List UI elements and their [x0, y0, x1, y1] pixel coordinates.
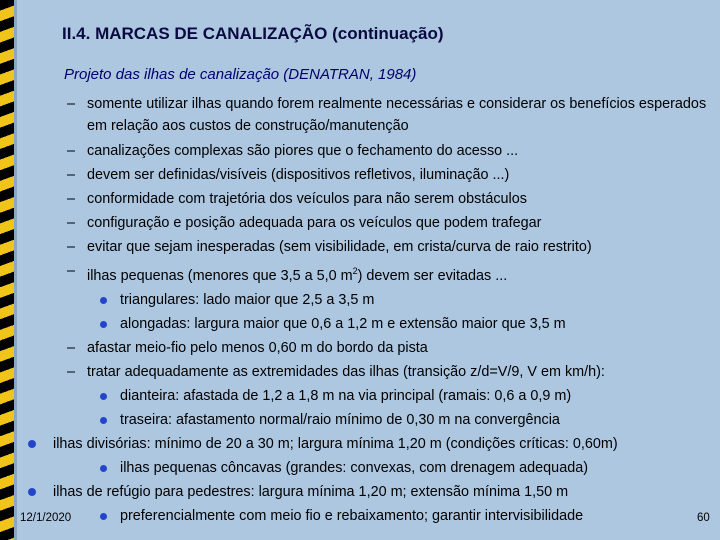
- bullet-dot-icon: [100, 513, 107, 520]
- list-item: [28, 336, 716, 360]
- dash-bullet: –: [67, 191, 76, 207]
- list-item-text: ilhas de refúgio para pedestres: largura mínima 1,20 m; extensão mínima 1,50 m: [53, 483, 569, 500]
- list-item-text: preferencialmente com meio fio e rebaixamento; garantir intervisibilidade: [120, 507, 584, 524]
- slide-title: II.4. MARCAS DE CANALIZAÇÃO (continuação): [62, 24, 444, 43]
- list-item: [28, 235, 716, 259]
- list-item-text: tratar adequadamente as extremidades das ilhas (transição z/d=V/9, V em km/h):: [87, 363, 605, 380]
- list-item-text: [87, 268, 507, 284]
- top-list-item: [28, 480, 716, 504]
- bullet-dot-icon: [100, 297, 107, 304]
- list-item: [28, 93, 716, 137]
- sub-list-item: [28, 408, 716, 432]
- sub-list-item: [28, 504, 716, 528]
- list-item-text: somente utilizar ilhas quando forem realmente necessárias e considerar os benefícios esperados em relação aos custos de construção/manutenção: [87, 96, 707, 134]
- list-item-text-part: ) devem ser evitadas ...: [357, 267, 508, 284]
- list-item: [28, 187, 716, 211]
- footer-date: 12/1/2020: [20, 512, 72, 524]
- bullet-dot-icon: [100, 321, 107, 328]
- bullet-dot-icon: [28, 440, 36, 448]
- sub-list-item: [28, 384, 716, 408]
- list-item-text: devem ser definidas/visíveis (dispositivos refletivos, iluminação ...): [87, 167, 510, 183]
- top-list-item: [28, 432, 716, 456]
- dash-bullet: –: [67, 143, 76, 159]
- dash-bullet: –: [67, 263, 76, 279]
- list-item-text: evitar que sejam inesperadas (sem visibilidade, em crista/curva de raio restrito): [87, 239, 592, 255]
- dash-bullet: –: [67, 239, 76, 255]
- list-item-text: ilhas divisórias: mínimo de 20 a 30 m; largura mínima 1,20 m (condições críticas: 0,60m): [53, 435, 618, 452]
- dash-bullet: –: [67, 215, 76, 231]
- list-item-text: triangulares: lado maior que 2,5 a 3,5 m: [120, 291, 375, 308]
- decorative-stripe: [0, 0, 14, 540]
- dash-bullet: –: [67, 339, 76, 356]
- slide-content: [28, 93, 716, 528]
- list-item-text: ilhas pequenas côncavas (grandes: convexas, com drenagem adequada): [120, 459, 588, 476]
- list-item-text-part: ilhas pequenas (menores que 3,5 a 5,0 m: [87, 267, 353, 284]
- dash-bullet: –: [67, 167, 76, 183]
- dash-bullet: –: [67, 363, 76, 380]
- bullet-dot-icon: [28, 488, 36, 496]
- sub-list-item: [28, 288, 716, 312]
- list-item-text: traseira: afastamento normal/raio mínimo de 0,30 m na convergência: [120, 411, 560, 428]
- list-item: [28, 259, 716, 288]
- superscript-2: 2: [352, 266, 358, 276]
- dash-bullet: –: [67, 96, 76, 112]
- list-item-text: afastar meio-fio pelo menos 0,60 m do bordo da pista: [87, 339, 428, 356]
- sub-list-item: [28, 456, 716, 480]
- page-number: 60: [697, 512, 710, 524]
- list-item-text: configuração e posição adequada para os veículos que podem trafegar: [87, 215, 542, 231]
- list-item-text: alongadas: largura maior que 0,6 a 1,2 m e extensão maior que 3,5 m: [120, 315, 566, 332]
- list-item: [28, 139, 716, 163]
- list-item: [28, 163, 716, 187]
- list-item-text: conformidade com trajetória dos veículos para não serem obstáculos: [87, 191, 527, 207]
- list-item: [28, 360, 716, 384]
- bullet-dot-icon: [100, 465, 107, 472]
- bullet-dot-icon: [100, 393, 107, 400]
- bullet-dot-icon: [100, 417, 107, 424]
- slide-subtitle: Projeto das ilhas de canalização (DENATRAN, 1984): [64, 66, 417, 83]
- list-item: [28, 211, 716, 235]
- sub-list-item: [28, 312, 716, 336]
- list-item-text: dianteira: afastada de 1,2 a 1,8 m na via principal (ramais: 0,6 a 0,9 m): [120, 387, 572, 404]
- list-item-text: canalizações complexas são piores que o fechamento do acesso ...: [87, 143, 519, 159]
